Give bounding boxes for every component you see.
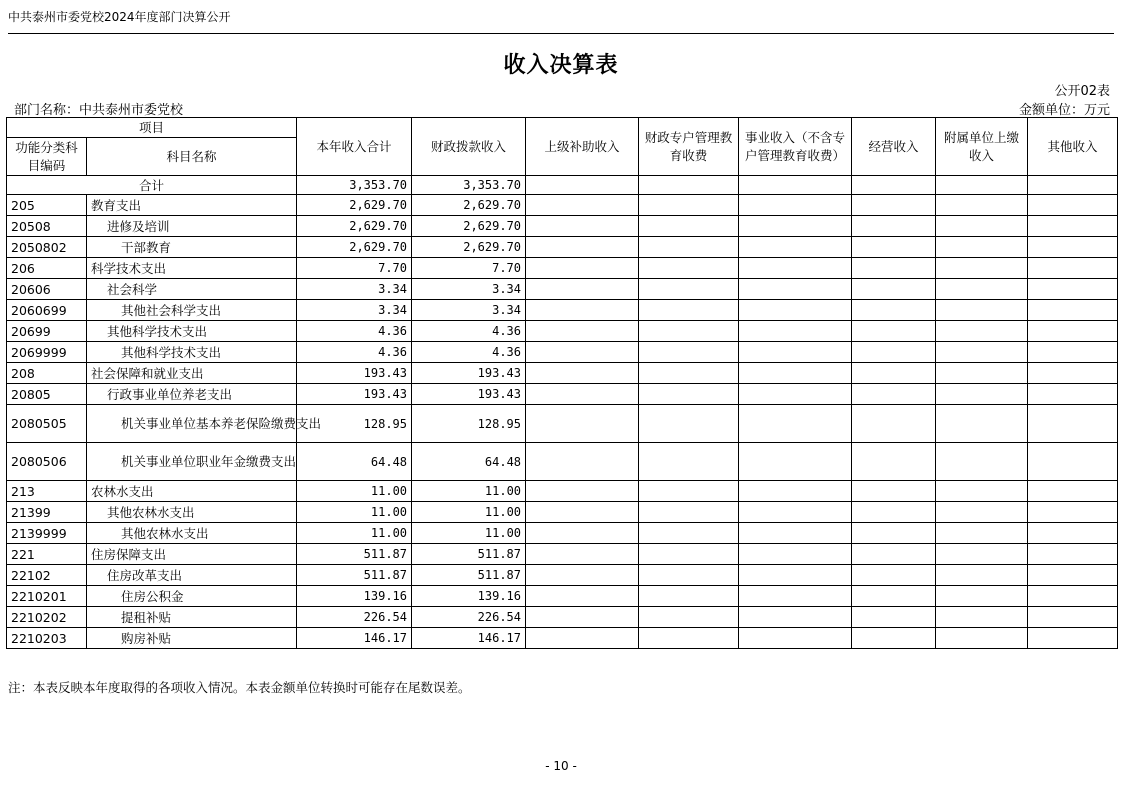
fiscal-income-value: 11.00 bbox=[412, 523, 526, 544]
empty-cell bbox=[639, 523, 739, 544]
subject-name: 住房公积金 bbox=[87, 586, 297, 607]
function-code: 2060699 bbox=[7, 300, 87, 321]
empty-cell bbox=[739, 363, 852, 384]
empty-cell bbox=[852, 628, 936, 649]
table-row bbox=[7, 443, 1118, 481]
empty-cell bbox=[936, 565, 1028, 586]
total-income-value: 511.87 bbox=[297, 544, 412, 565]
empty-cell bbox=[639, 502, 739, 523]
empty-cell bbox=[739, 279, 852, 300]
subject-name: 其他农林水支出 bbox=[87, 502, 297, 523]
function-code: 2210202 bbox=[7, 607, 87, 628]
total-income-value: 128.95 bbox=[297, 405, 412, 443]
fiscal-income-value: 193.43 bbox=[412, 363, 526, 384]
empty-cell bbox=[852, 237, 936, 258]
subject-name: 社会科学 bbox=[87, 279, 297, 300]
empty-cell bbox=[1028, 523, 1118, 544]
total-income-value: 11.00 bbox=[297, 481, 412, 502]
table-row bbox=[7, 279, 1118, 300]
empty-cell bbox=[1028, 216, 1118, 237]
empty-cell bbox=[852, 279, 936, 300]
empty-cell bbox=[739, 481, 852, 502]
empty-cell bbox=[852, 586, 936, 607]
empty-cell bbox=[639, 544, 739, 565]
empty-cell bbox=[639, 586, 739, 607]
fiscal-income-value: 2,629.70 bbox=[412, 237, 526, 258]
fiscal-income-value: 193.43 bbox=[412, 384, 526, 405]
empty-cell bbox=[1028, 628, 1118, 649]
total-income-value: 139.16 bbox=[297, 586, 412, 607]
total-income-value: 11.00 bbox=[297, 502, 412, 523]
empty-cell bbox=[739, 258, 852, 279]
total-label: 合计 bbox=[7, 176, 297, 195]
header-fiscal-income: 财政拨款收入 bbox=[412, 118, 526, 176]
subject-name: 提租补贴 bbox=[87, 607, 297, 628]
empty-cell bbox=[739, 300, 852, 321]
table-row bbox=[7, 195, 1118, 216]
table-row bbox=[7, 216, 1118, 237]
empty-cell bbox=[1028, 342, 1118, 363]
fiscal-income-value: 2,629.70 bbox=[412, 216, 526, 237]
page-number: - 10 - bbox=[545, 759, 577, 773]
subject-name: 其他社会科学支出 bbox=[87, 300, 297, 321]
header-other-income: 其他收入 bbox=[1028, 118, 1118, 176]
subject-name: 行政事业单位养老支出 bbox=[87, 384, 297, 405]
empty-cell bbox=[526, 216, 639, 237]
empty-cell bbox=[852, 481, 936, 502]
empty-cell bbox=[739, 443, 852, 481]
empty-cell bbox=[936, 443, 1028, 481]
function-code: 22102 bbox=[7, 565, 87, 586]
total-income-value: 2,629.70 bbox=[297, 195, 412, 216]
empty-cell bbox=[1028, 363, 1118, 384]
empty-cell bbox=[639, 405, 739, 443]
subject-name: 干部教育 bbox=[87, 237, 297, 258]
empty-cell bbox=[639, 384, 739, 405]
total-income-value: 4.36 bbox=[297, 321, 412, 342]
form-number: 公开02表 bbox=[1054, 84, 1110, 99]
total-income-value: 146.17 bbox=[297, 628, 412, 649]
empty-cell bbox=[739, 195, 852, 216]
fiscal-income-value: 3.34 bbox=[412, 279, 526, 300]
fiscal-income-value: 139.16 bbox=[412, 586, 526, 607]
table-row bbox=[7, 321, 1118, 342]
function-code: 205 bbox=[7, 195, 87, 216]
empty-cell bbox=[526, 384, 639, 405]
empty-cell bbox=[1028, 607, 1118, 628]
department-name: 部门名称：中共泰州市委党校 bbox=[14, 103, 184, 118]
function-code: 20699 bbox=[7, 321, 87, 342]
header-total-income: 本年收入合计 bbox=[297, 118, 412, 176]
empty-cell bbox=[936, 363, 1028, 384]
function-code: 213 bbox=[7, 481, 87, 502]
empty-cell bbox=[852, 300, 936, 321]
fiscal-income-value: 11.00 bbox=[412, 481, 526, 502]
empty-cell bbox=[639, 443, 739, 481]
table-row bbox=[7, 502, 1118, 523]
empty-cell bbox=[1028, 195, 1118, 216]
function-code: 2080506 bbox=[7, 443, 87, 481]
empty-cell bbox=[936, 195, 1028, 216]
fiscal-income-value: 511.87 bbox=[412, 565, 526, 586]
empty-cell bbox=[1028, 279, 1118, 300]
empty-cell bbox=[739, 607, 852, 628]
empty-cell bbox=[852, 443, 936, 481]
empty-cell bbox=[936, 258, 1028, 279]
total-income-value: 2,629.70 bbox=[297, 237, 412, 258]
empty-cell bbox=[739, 384, 852, 405]
empty-cell bbox=[1028, 443, 1118, 481]
empty-cell bbox=[936, 216, 1028, 237]
empty-cell bbox=[1028, 481, 1118, 502]
empty-cell bbox=[1028, 502, 1118, 523]
function-code: 20606 bbox=[7, 279, 87, 300]
empty-cell bbox=[526, 405, 639, 443]
empty-cell bbox=[1028, 544, 1118, 565]
empty-cell bbox=[936, 405, 1028, 443]
empty-cell bbox=[1028, 384, 1118, 405]
table-row bbox=[7, 628, 1118, 649]
function-code: 21399 bbox=[7, 502, 87, 523]
table-row bbox=[7, 586, 1118, 607]
empty-cell bbox=[526, 363, 639, 384]
function-code: 20508 bbox=[7, 216, 87, 237]
empty-cell bbox=[639, 258, 739, 279]
header-business-income: 事业收入（不含专户管理教育收费） bbox=[739, 118, 852, 176]
function-code: 20805 bbox=[7, 384, 87, 405]
total-fiscal-value: 3,353.70 bbox=[412, 176, 526, 195]
header-subject-name: 科目名称 bbox=[87, 138, 297, 176]
total-income-value: 511.87 bbox=[297, 565, 412, 586]
empty-cell bbox=[639, 216, 739, 237]
empty-cell bbox=[936, 342, 1028, 363]
header-divider bbox=[8, 33, 1114, 34]
empty-cell bbox=[739, 321, 852, 342]
empty-cell bbox=[852, 384, 936, 405]
empty-cell bbox=[639, 607, 739, 628]
table-row bbox=[7, 405, 1118, 443]
empty-cell bbox=[852, 176, 936, 195]
empty-cell bbox=[639, 321, 739, 342]
empty-cell bbox=[526, 607, 639, 628]
subject-name: 其他科学技术支出 bbox=[87, 321, 297, 342]
table-row bbox=[7, 544, 1118, 565]
empty-cell bbox=[526, 300, 639, 321]
empty-cell bbox=[1028, 176, 1118, 195]
subject-name: 住房保障支出 bbox=[87, 544, 297, 565]
fiscal-income-value: 64.48 bbox=[412, 443, 526, 481]
table-row bbox=[7, 363, 1118, 384]
fiscal-income-value: 2,629.70 bbox=[412, 195, 526, 216]
total-income-value: 193.43 bbox=[297, 384, 412, 405]
empty-cell bbox=[526, 195, 639, 216]
empty-cell bbox=[639, 342, 739, 363]
empty-cell bbox=[852, 342, 936, 363]
total-income-value: 11.00 bbox=[297, 523, 412, 544]
function-code: 2210201 bbox=[7, 586, 87, 607]
table-row bbox=[7, 523, 1118, 544]
empty-cell bbox=[936, 523, 1028, 544]
empty-cell bbox=[526, 258, 639, 279]
empty-cell bbox=[739, 176, 852, 195]
empty-cell bbox=[852, 363, 936, 384]
empty-cell bbox=[639, 565, 739, 586]
total-income-value: 3,353.70 bbox=[297, 176, 412, 195]
total-income-value: 3.34 bbox=[297, 279, 412, 300]
empty-cell bbox=[936, 607, 1028, 628]
empty-cell bbox=[1028, 258, 1118, 279]
empty-cell bbox=[936, 279, 1028, 300]
empty-cell bbox=[936, 628, 1028, 649]
total-income-value: 64.48 bbox=[297, 443, 412, 481]
header-edu-fee: 财政专户管理教育收费 bbox=[639, 118, 739, 176]
empty-cell bbox=[526, 502, 639, 523]
empty-cell bbox=[739, 502, 852, 523]
empty-cell bbox=[852, 607, 936, 628]
table-row bbox=[7, 607, 1118, 628]
empty-cell bbox=[1028, 321, 1118, 342]
empty-cell bbox=[1028, 565, 1118, 586]
empty-cell bbox=[936, 481, 1028, 502]
amount-unit: 金额单位：万元 bbox=[1018, 103, 1110, 118]
total-income-value: 226.54 bbox=[297, 607, 412, 628]
empty-cell bbox=[936, 586, 1028, 607]
total-income-value: 7.70 bbox=[297, 258, 412, 279]
subject-name: 社会保障和就业支出 bbox=[87, 363, 297, 384]
empty-cell bbox=[852, 405, 936, 443]
income-table bbox=[6, 117, 1118, 649]
empty-cell bbox=[936, 321, 1028, 342]
total-income-value: 4.36 bbox=[297, 342, 412, 363]
empty-cell bbox=[1028, 586, 1118, 607]
empty-cell bbox=[639, 176, 739, 195]
fiscal-income-value: 7.70 bbox=[412, 258, 526, 279]
empty-cell bbox=[526, 586, 639, 607]
table-row bbox=[7, 565, 1118, 586]
empty-cell bbox=[852, 216, 936, 237]
total-income-value: 3.34 bbox=[297, 300, 412, 321]
function-code: 2139999 bbox=[7, 523, 87, 544]
empty-cell bbox=[1028, 237, 1118, 258]
subject-name: 科学技术支出 bbox=[87, 258, 297, 279]
empty-cell bbox=[739, 216, 852, 237]
empty-cell bbox=[936, 502, 1028, 523]
empty-cell bbox=[1028, 300, 1118, 321]
subject-name: 教育支出 bbox=[87, 195, 297, 216]
subject-name: 机关事业单位职业年金缴费支出 bbox=[87, 443, 297, 481]
empty-cell bbox=[639, 628, 739, 649]
empty-cell bbox=[936, 300, 1028, 321]
empty-cell bbox=[739, 405, 852, 443]
table-row bbox=[7, 237, 1118, 258]
empty-cell bbox=[852, 258, 936, 279]
empty-cell bbox=[852, 544, 936, 565]
document-header: 中共泰州市委党校2024年度部门决算公开 bbox=[8, 10, 231, 24]
function-code: 2210203 bbox=[7, 628, 87, 649]
empty-cell bbox=[739, 342, 852, 363]
function-code: 2069999 bbox=[7, 342, 87, 363]
fiscal-income-value: 511.87 bbox=[412, 544, 526, 565]
empty-cell bbox=[639, 237, 739, 258]
empty-cell bbox=[936, 544, 1028, 565]
empty-cell bbox=[739, 523, 852, 544]
empty-cell bbox=[936, 237, 1028, 258]
total-income-value: 193.43 bbox=[297, 363, 412, 384]
report-title: 收入决算表 bbox=[503, 53, 619, 78]
empty-cell bbox=[852, 565, 936, 586]
function-code: 2080505 bbox=[7, 405, 87, 443]
empty-cell bbox=[526, 176, 639, 195]
empty-cell bbox=[739, 544, 852, 565]
table-row bbox=[7, 300, 1118, 321]
empty-cell bbox=[639, 363, 739, 384]
fiscal-income-value: 4.36 bbox=[412, 321, 526, 342]
subject-name: 购房补贴 bbox=[87, 628, 297, 649]
empty-cell bbox=[852, 321, 936, 342]
empty-cell bbox=[739, 565, 852, 586]
empty-cell bbox=[1028, 405, 1118, 443]
fiscal-income-value: 146.17 bbox=[412, 628, 526, 649]
header-function-code: 功能分类科目编码 bbox=[7, 138, 87, 176]
fiscal-income-value: 4.36 bbox=[412, 342, 526, 363]
subject-name: 农林水支出 bbox=[87, 481, 297, 502]
empty-cell bbox=[526, 523, 639, 544]
empty-cell bbox=[739, 628, 852, 649]
table-note: 注：本表反映本年度取得的各项收入情况。本表金额单位转换时可能存在尾数误差。 bbox=[8, 680, 471, 695]
header-affiliated-income: 附属单位上缴收入 bbox=[936, 118, 1028, 176]
table-row bbox=[7, 384, 1118, 405]
subject-name: 机关事业单位基本养老保险缴费支出 bbox=[87, 405, 297, 443]
function-code: 2050802 bbox=[7, 237, 87, 258]
total-row bbox=[7, 176, 1118, 195]
function-code: 206 bbox=[7, 258, 87, 279]
empty-cell bbox=[852, 195, 936, 216]
empty-cell bbox=[852, 523, 936, 544]
empty-cell bbox=[526, 544, 639, 565]
empty-cell bbox=[526, 279, 639, 300]
empty-cell bbox=[639, 195, 739, 216]
table-row bbox=[7, 258, 1118, 279]
total-income-value: 2,629.70 bbox=[297, 216, 412, 237]
empty-cell bbox=[936, 176, 1028, 195]
header-project: 项目 bbox=[7, 118, 297, 138]
subject-name: 其他农林水支出 bbox=[87, 523, 297, 544]
empty-cell bbox=[526, 628, 639, 649]
empty-cell bbox=[526, 342, 639, 363]
fiscal-income-value: 3.34 bbox=[412, 300, 526, 321]
function-code: 221 bbox=[7, 544, 87, 565]
subject-name: 住房改革支出 bbox=[87, 565, 297, 586]
empty-cell bbox=[739, 586, 852, 607]
function-code: 208 bbox=[7, 363, 87, 384]
empty-cell bbox=[639, 279, 739, 300]
empty-cell bbox=[639, 481, 739, 502]
empty-cell bbox=[526, 321, 639, 342]
fiscal-income-value: 128.95 bbox=[412, 405, 526, 443]
empty-cell bbox=[526, 481, 639, 502]
empty-cell bbox=[639, 300, 739, 321]
empty-cell bbox=[526, 443, 639, 481]
table-row bbox=[7, 342, 1118, 363]
table-row bbox=[7, 481, 1118, 502]
fiscal-income-value: 226.54 bbox=[412, 607, 526, 628]
empty-cell bbox=[526, 565, 639, 586]
subject-name: 其他科学技术支出 bbox=[87, 342, 297, 363]
empty-cell bbox=[852, 502, 936, 523]
empty-cell bbox=[526, 237, 639, 258]
header-upper-subsidy: 上级补助收入 bbox=[526, 118, 639, 176]
subject-name: 进修及培训 bbox=[87, 216, 297, 237]
empty-cell bbox=[936, 384, 1028, 405]
fiscal-income-value: 11.00 bbox=[412, 502, 526, 523]
header-operating-income: 经营收入 bbox=[852, 118, 936, 176]
empty-cell bbox=[739, 237, 852, 258]
